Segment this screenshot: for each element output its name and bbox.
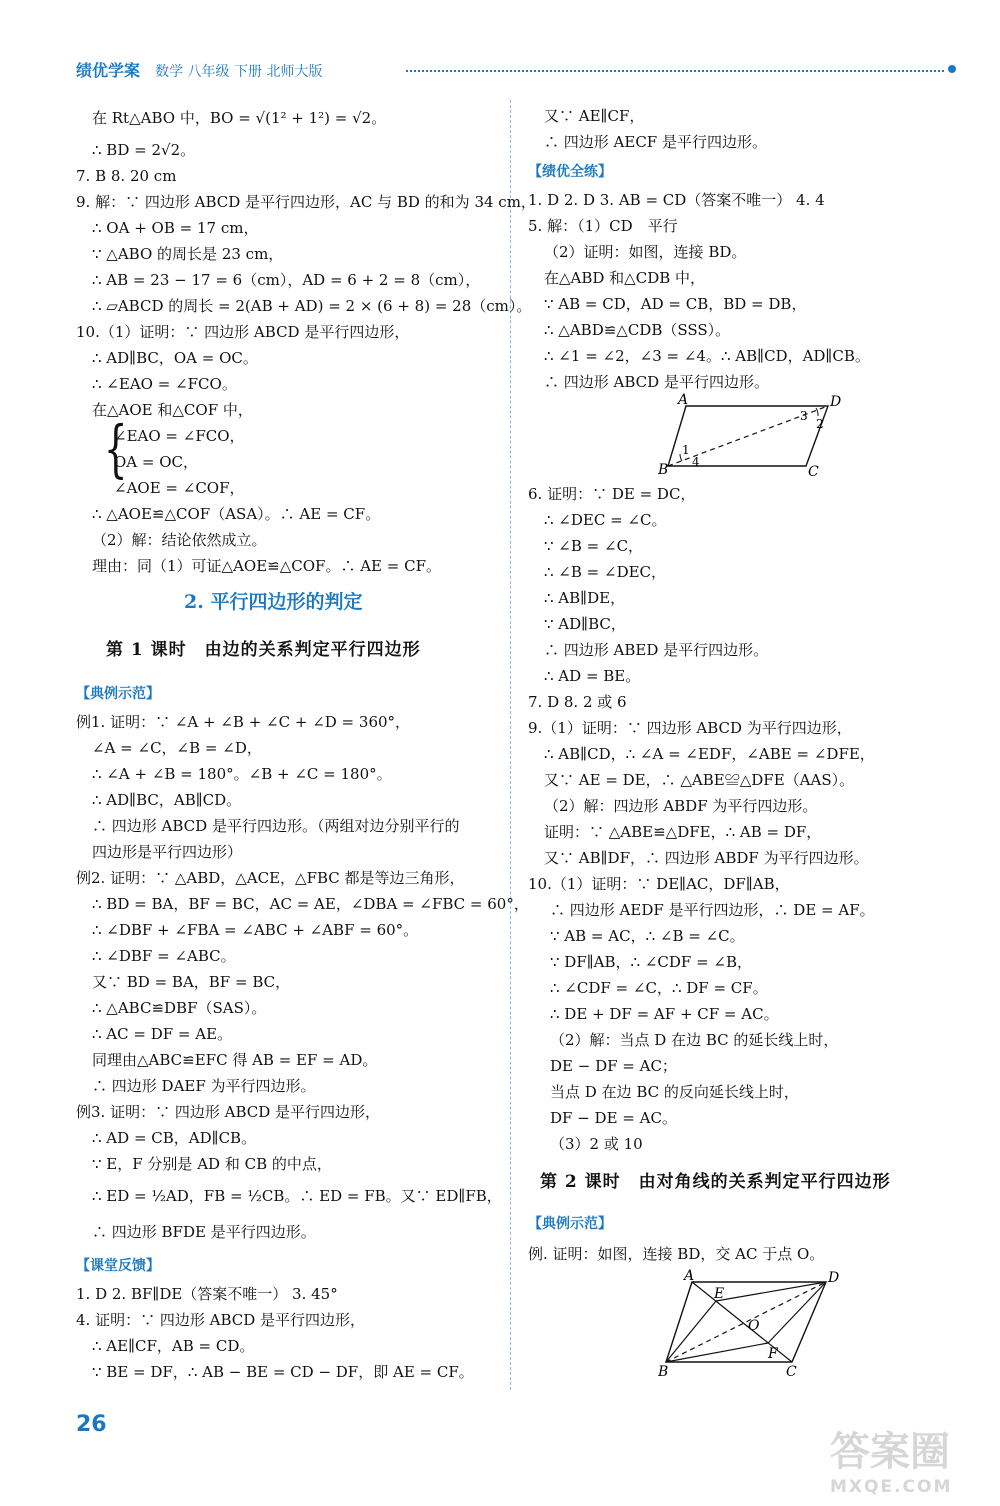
text-line: ∵ AB = CD，AD = CB，BD = DB， [544, 295, 807, 313]
angle-label-4: 4 [692, 455, 700, 469]
text-line: ∴ ∠DBF + ∠FBA = ∠ABC + ∠ABF = 60°。 [92, 921, 419, 939]
text-line: OA = OC， [114, 453, 199, 471]
text-line: DF − DE = AC。 [550, 1109, 677, 1127]
book-brand: 绩优学案 [76, 61, 141, 80]
parallelogram-outline [666, 1282, 826, 1362]
text-line: ∴ AD = BE。 [544, 667, 641, 685]
text-line: ∴ ▱ABCD 的周长 = 2(AB + AD) = 2 × (6 + 8) = 28（cm）。 [92, 297, 532, 315]
text-line: ∴ 四边形 AEDF 是平行四边形，∴ DE = AF。 [550, 901, 875, 919]
section-tag: 【典例示范】 [528, 1216, 612, 1232]
text-line: ∴ ∠CDF = ∠C，∴ DF = CF。 [550, 979, 768, 997]
text-line: ∴ BD = BA，BF = BC，AC = AE，∠DBA = ∠FBC = 60°， [92, 895, 529, 913]
text-line: 10.（1）证明：∵ DE∥AC，DF∥AB， [528, 875, 790, 893]
text-line: ∵ E，F 分别是 AD 和 CB 的中点， [92, 1155, 332, 1173]
text-line: ∴ DE + DF = AF + CF = AC。 [550, 1005, 779, 1023]
text-line: 当点 D 在边 BC 的反向延长线上时， [550, 1083, 799, 1101]
text-line: ∴ ∠A + ∠B = 180°。∠B + ∠C = 180°。 [92, 765, 392, 783]
text-line: ∴ ∠1 = ∠2，∠3 = ∠4。∴ AB∥CD，AD∥CB。 [544, 347, 870, 365]
point-label-e: E [714, 1286, 725, 1302]
text-line: 四边形是平行四边形） [92, 843, 243, 861]
section-tag: 【绩优全练】 [528, 164, 612, 180]
text-line: ∴ AD = CB，AD∥CB。 [92, 1129, 257, 1147]
text-line: ∴ AD∥BC，AB∥CD。 [92, 791, 242, 809]
text-line: ∴ △AOE≌△COF（ASA）。∴ AE = CF。 [92, 505, 381, 523]
header-dotted-rule [406, 70, 944, 72]
text-line: （2）解：结论依然成立。 [92, 531, 267, 549]
brace-symbol: { [103, 412, 128, 485]
text-line: ∴ AE∥CF，AB = CD。 [92, 1337, 255, 1355]
text-line: ∵ AD∥BC， [544, 615, 626, 633]
vertex-label-d: D [828, 1270, 840, 1286]
text-line: 在△AOE 和△COF 中， [92, 401, 253, 419]
text-line: ∴ 四边形 ABCD 是平行四边形。（两组对边分别平行的 [92, 817, 460, 835]
text-line: 例3. 证明：∵ 四边形 ABCD 是平行四边形， [76, 1103, 381, 1121]
text-line: ∵ DF∥AB，∴ ∠CDF = ∠B， [550, 953, 753, 971]
text-line: 例. 证明：如图，连接 BD，交 AC 于点 O。 [528, 1245, 825, 1263]
angle-label-2: 2 [816, 417, 824, 431]
text-line: ∴ ED = ½AD，FB = ½CB。∴ ED = FB。又∵ ED∥FB， [92, 1187, 502, 1205]
book-subtitle: 数学 八年级 下册 北师大版 [155, 64, 323, 80]
segment-ed [716, 1282, 826, 1301]
text-line: （2）解：当点 D 在边 BC 的延长线上时， [550, 1031, 839, 1049]
watermark-logo-text: 答案圈 [830, 1429, 950, 1475]
text-line: ∴ AD∥BC，OA = OC。 [92, 349, 258, 367]
text-line: 又∵ AB∥DF，∴ 四边形 ABDF 为平行四边形。 [544, 849, 869, 867]
page-number: 26 [76, 1412, 107, 1437]
text-line: （2）解：四边形 ABDF 为平行四边形。 [544, 797, 818, 815]
text-line: ∴ AC = DF = AE。 [92, 1025, 233, 1043]
text-line: 4. 证明：∵ 四边形 ABCD 是平行四边形， [76, 1311, 366, 1329]
segment-bf [666, 1343, 768, 1362]
text-line: ∴ 四边形 BFDE 是平行四边形。 [92, 1223, 316, 1241]
text-line: ∴ ∠DBF = ∠ABC。 [92, 947, 236, 965]
site-watermark [830, 1420, 980, 1495]
text-line: ∴ 四边形 DAEF 为平行四边形。 [92, 1077, 316, 1095]
header-dot-icon [948, 65, 956, 73]
text-line: ∴ AB∥CD，∴ ∠A = ∠EDF，∠ABE = ∠DFE， [544, 745, 875, 763]
text-line: 理由：同（1）可证△AOE≌△COF。∴ AE = CF。 [92, 557, 441, 575]
parallelogram-figure-1 [658, 392, 848, 478]
text-line: ∴ BD = 2√2。 [92, 141, 196, 159]
text-line: ∵ BE = DF，∴ AB − BE = CD − DF，即 AE = CF。 [92, 1363, 474, 1381]
text-line: 7. B 8. 20 cm [76, 167, 177, 185]
text-line: ∴ ∠DEC = ∠C。 [544, 511, 667, 529]
text-line: ∴ 四边形 ABED 是平行四边形。 [544, 641, 769, 659]
section-tag: 【典例示范】 [76, 686, 160, 702]
vertex-label-d: D [830, 394, 842, 410]
text-line: ∠EAO = ∠FCO， [114, 427, 245, 445]
vertex-label-c: C [786, 1364, 797, 1380]
angle-label-1: 1 [682, 443, 690, 457]
text-line: 又∵ BD = BA，BF = BC， [92, 973, 291, 991]
text-line: ∴ ∠B = ∠DEC， [544, 563, 667, 581]
section-tag: 【课堂反馈】 [76, 1258, 160, 1274]
text-line: 9.（1）证明：∵ 四边形 ABCD 为平行四边形， [528, 719, 852, 737]
vertex-label-c: C [808, 464, 819, 478]
angle-label-3: 3 [800, 409, 808, 423]
text-line: 在△ABD 和△CDB 中， [544, 269, 706, 287]
segment-be [666, 1301, 716, 1362]
text-line: ∵ △ABO 的周长是 23 cm， [92, 245, 284, 263]
diagonal-bd [666, 1282, 826, 1362]
text-line: ∵ AB = AC，∴ ∠B = ∠C。 [550, 927, 745, 945]
section-title: 2. 平行四边形的判定 [184, 591, 363, 613]
parallelogram-figure-2 [658, 1268, 848, 1380]
text-line: 1. D 2. BF∥DE（答案不唯一） 3. 45° [76, 1285, 338, 1303]
text-line: ∴ 四边形 ABCD 是平行四边形。 [544, 373, 769, 391]
text-line: 7. D 8. 2 或 6 [528, 693, 627, 711]
text-line: 同理由△ABC≌EFC 得 AB = EF = AD。 [92, 1051, 378, 1069]
text-line: ∴ ∠EAO = ∠FCO。 [92, 375, 237, 393]
text-line: （3）2 或 10 [550, 1135, 643, 1153]
vertex-label-a: A [678, 392, 689, 408]
text-line: 1. D 2. D 3. AB = CD（答案不唯一） 4. 4 [528, 191, 825, 209]
text-line: 5. 解：（1）CD 平行 [528, 217, 678, 235]
text-line: 例1. 证明：∵ ∠A + ∠B + ∠C + ∠D = 360°， [76, 713, 411, 731]
column-divider [510, 100, 511, 1390]
segment-fd [768, 1282, 826, 1343]
text-line: DE − DF = AC； [550, 1057, 677, 1075]
text-line: 例2. 证明：∵ △ABD，△ACE，△FBC 都是等边三角形， [76, 869, 465, 887]
text-line: ∴ △ABC≌DBF（SAS）。 [92, 999, 267, 1017]
text-line: ∠AOE = ∠COF， [114, 479, 245, 497]
angle-arc [816, 408, 818, 416]
text-line: ∴ AB∥DE， [544, 589, 626, 607]
text-line: （2）证明：如图，连接 BD。 [544, 243, 747, 261]
text-line: ∵ ∠B = ∠C， [544, 537, 644, 555]
text-line: 6. 证明：∵ DE = DC， [528, 485, 696, 503]
text-line: 又∵ AE∥CF， [544, 107, 645, 125]
text-line: ∴ △ABD≌△CDB（SSS）。 [544, 321, 731, 339]
vertex-label-a: A [684, 1268, 695, 1284]
lesson-title: 第 1 课时 由边的关系判定平行四边形 [106, 640, 421, 660]
vertex-label-b: B [658, 1364, 669, 1380]
text-line: 10.（1）证明：∵ 四边形 ABCD 是平行四边形， [76, 323, 410, 341]
text-line: 证明：∵ △ABE≌△DFE，∴ AB = DF， [544, 823, 822, 841]
vertex-label-b: B [658, 462, 669, 478]
text-line: 在 Rt△ABO 中，BO = √(1² + 1²) = √2。 [92, 109, 387, 127]
text-line: 又∵ AE = DE，∴ △ABE≌△DFE（AAS）。 [544, 771, 855, 789]
watermark-url: MXQE.COM [830, 1477, 953, 1497]
lesson-title: 第 2 课时 由对角线的关系判定平行四边形 [540, 1172, 891, 1192]
page-header [76, 58, 956, 84]
text-line: ∴ 四边形 AECF 是平行四边形。 [544, 133, 767, 151]
text-line: ∴ OA + OB = 17 cm， [92, 219, 259, 237]
text-line: ∠A = ∠C，∠B = ∠D， [92, 739, 262, 757]
text-line: 9. 解：∵ 四边形 ABCD 是平行四边形，AC 与 BD 的和为 34 cm， [76, 193, 536, 211]
text-line: ∴ AB = 23 − 17 = 6（cm），AD = 6 + 2 = 8（cm）， [92, 271, 481, 289]
point-label-o: O [748, 1318, 760, 1334]
point-label-f: F [768, 1346, 778, 1362]
